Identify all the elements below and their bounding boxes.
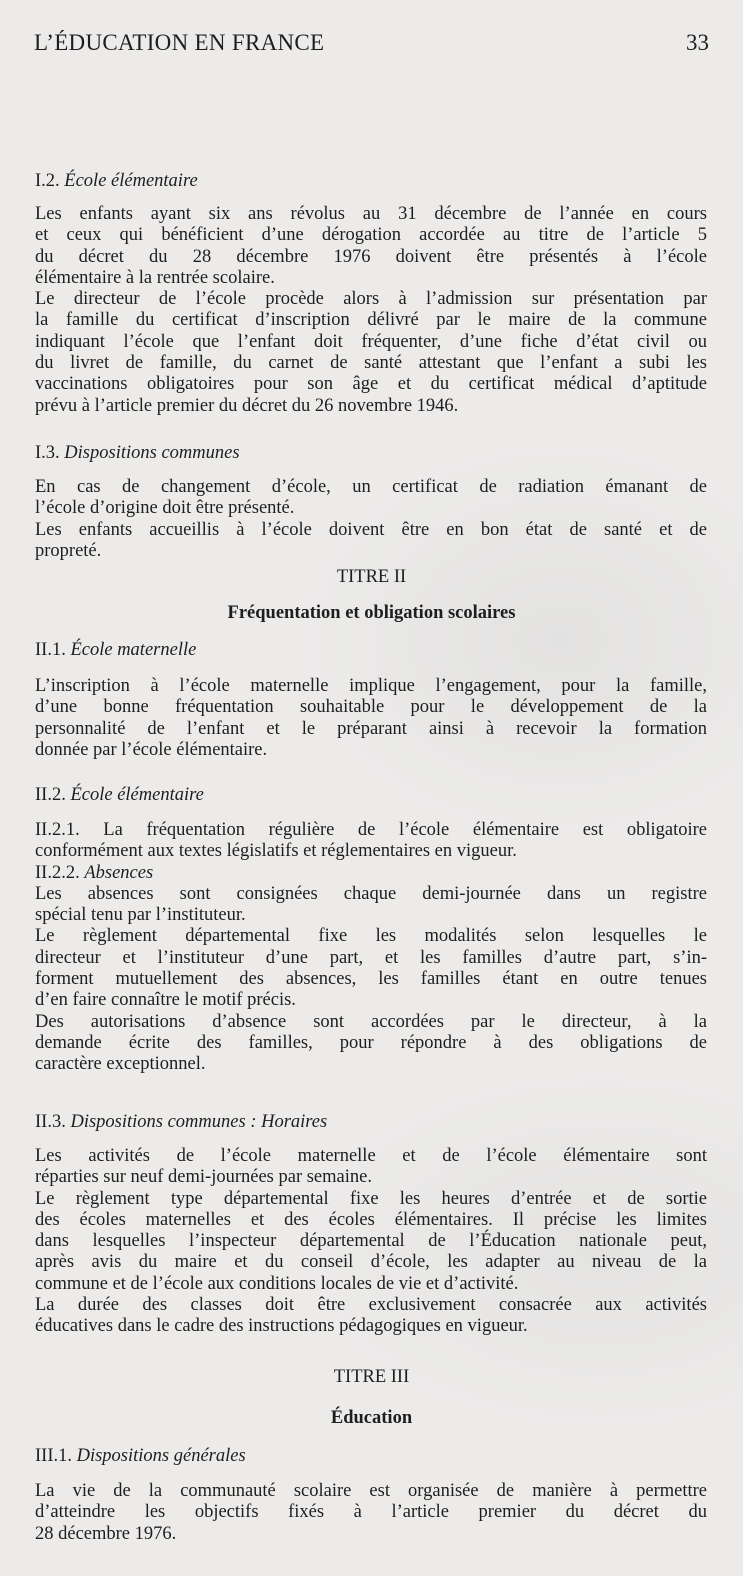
paragraph bbox=[35, 820, 707, 1076]
text-line: personnalité de l’enfant et le préparant ainsi à recevoir la formation bbox=[35, 718, 707, 739]
text-line: d’une bonne fréquentation souhaitable pour le développement de la bbox=[35, 697, 707, 718]
section-heading-ii3 bbox=[35, 1112, 327, 1133]
text-line: des écoles maternelles et des écoles élémentaires. Il précise les limites bbox=[35, 1209, 707, 1230]
section-heading-i3 bbox=[35, 443, 240, 464]
titre-iii-label: TITRE III bbox=[333, 1367, 410, 1387]
text-line: l’école d’origine doit être présenté. bbox=[35, 498, 295, 519]
subsection-heading bbox=[35, 863, 707, 884]
text-line: d’atteindre les objectifs fixés à l’article premier du décret du bbox=[35, 1502, 707, 1523]
section-number: III.1. bbox=[35, 1446, 72, 1466]
text-line: 28 décembre 1976. bbox=[35, 1523, 177, 1544]
text-line: la famille du certificat d’inscription délivré par le maire de la commune bbox=[35, 310, 707, 331]
titre-ii-label: TITRE II bbox=[336, 567, 407, 587]
text-line: élémentaire à la rentrée scolaire. bbox=[35, 267, 275, 288]
text-line: La vie de la communauté scolaire est organisée de manière à permettre bbox=[35, 1481, 707, 1501]
section-heading-iii1 bbox=[35, 1446, 246, 1467]
text-line: Les enfants accueillis à l’école doivent être en bon état de santé et de bbox=[35, 519, 707, 540]
section-title: Dispositions communes bbox=[64, 443, 240, 463]
text-line: directeur et l’instituteur d’une part, et les familles d’autre part, s’in- bbox=[35, 947, 707, 968]
text-line: Le règlement type départemental fixe les heures d’entrée et de sortie bbox=[35, 1188, 707, 1209]
text-line: Des autorisations d’absence sont accordées par le directeur, à la bbox=[35, 1011, 707, 1032]
section-heading-i2 bbox=[35, 171, 198, 192]
titre-ii-subtitle: Fréquentation et obligation scolaires bbox=[227, 603, 516, 623]
paragraph bbox=[35, 1146, 707, 1338]
section-number: II.2. bbox=[35, 785, 66, 805]
paragraph bbox=[35, 1481, 707, 1545]
text-line: du décret du 28 décembre 1976 doivent être présentés à l’école bbox=[35, 246, 707, 267]
text-line: Les enfants ayant six ans révolus au 31 décembre de l’année en cours bbox=[35, 204, 707, 224]
page-number: 33 bbox=[686, 30, 709, 55]
subsection-title: Absences bbox=[84, 862, 154, 883]
section-title: École maternelle bbox=[70, 640, 197, 660]
text-line: Les activités de l’école maternelle et de l’école élémentaire sont bbox=[35, 1146, 707, 1166]
running-title: L’ÉDUCATION EN FRANCE bbox=[34, 30, 325, 55]
text-line: En cas de changement d’école, un certificat de radiation émanant de bbox=[35, 477, 707, 497]
text-line: Le règlement départemental fixe les modalités selon lesquelles le bbox=[35, 926, 707, 947]
text-line: vaccinations obligatoires pour son âge et du certificat médical d’aptitude bbox=[35, 374, 707, 395]
text-line: L’inscription à l’école maternelle implique l’engagement, pour la famille, bbox=[35, 676, 707, 696]
titre-iii-subtitle: Éducation bbox=[330, 1408, 413, 1428]
paragraph bbox=[35, 477, 707, 562]
section-title: Dispositions générales bbox=[76, 1446, 246, 1466]
text-line: prévu à l’article premier du décret du 26 novembre 1946. bbox=[35, 395, 459, 416]
text-line: dans lesquelles l’inspecteur départemental de l’Éducation nationale peut, bbox=[35, 1231, 707, 1252]
text-line: II.2.1. La fréquentation régulière de l’école élémentaire est obligatoire bbox=[35, 820, 707, 840]
text-line: du livret de famille, du carnet de santé attestant que l’enfant a subi les bbox=[35, 353, 707, 374]
text-line: La durée des classes doit être exclusivement consacrée aux activités bbox=[35, 1295, 707, 1316]
text-line: caractère exceptionnel. bbox=[35, 1054, 206, 1075]
text-line: éducatives dans le cadre des instructions pédagogiques en vigueur. bbox=[35, 1316, 528, 1337]
text-line: et ceux qui bénéficient d’une dérogation accordée au titre de l’article 5 bbox=[35, 225, 707, 246]
section-number: I.2. bbox=[35, 171, 60, 191]
text-line: Les absences sont consignées chaque demi-journée dans un registre bbox=[35, 883, 707, 904]
text-line: propreté. bbox=[35, 540, 102, 561]
text-line: indiquant l’école que l’enfant doit fréquenter, d’une fiche d’état civil ou bbox=[35, 331, 707, 352]
paragraph bbox=[35, 676, 707, 761]
text-line: d’en faire connaître le motif précis. bbox=[35, 990, 296, 1011]
section-title: École élémentaire bbox=[70, 785, 204, 805]
section-heading-ii2 bbox=[35, 785, 204, 806]
section-title: Dispositions communes : Horaires bbox=[70, 1112, 328, 1132]
text-line: Le directeur de l’école procède alors à l’admission sur présentation par bbox=[35, 289, 707, 310]
section-number: II.1. bbox=[35, 640, 66, 660]
text-line: après avis du maire et du conseil d’école, les adapter au niveau de la bbox=[35, 1252, 707, 1273]
text-line: commune et de l’école aux conditions locales de vie et d’activité. bbox=[35, 1273, 519, 1294]
page-header bbox=[34, 30, 709, 60]
subsection-number: II.2.2. bbox=[35, 862, 80, 883]
text-line: conformément aux textes législatifs et réglementaires en vigueur. bbox=[35, 841, 517, 862]
text-line: spécial tenu par l’instituteur. bbox=[35, 905, 246, 926]
paragraph bbox=[35, 204, 707, 417]
text-line: réparties sur neuf demi-journées par semaine. bbox=[35, 1167, 372, 1188]
text-line: donnée par l’école élémentaire. bbox=[35, 739, 268, 760]
section-heading-ii1 bbox=[35, 640, 196, 661]
section-number: I.3. bbox=[35, 443, 60, 463]
section-title: École élémentaire bbox=[64, 171, 198, 191]
text-line: demande écrite des familles, pour répondre à des obligations de bbox=[35, 1032, 707, 1053]
text-line: forment mutuellement des absences, les familles étant en outre tenues bbox=[35, 969, 707, 990]
section-number: II.3. bbox=[35, 1112, 66, 1132]
